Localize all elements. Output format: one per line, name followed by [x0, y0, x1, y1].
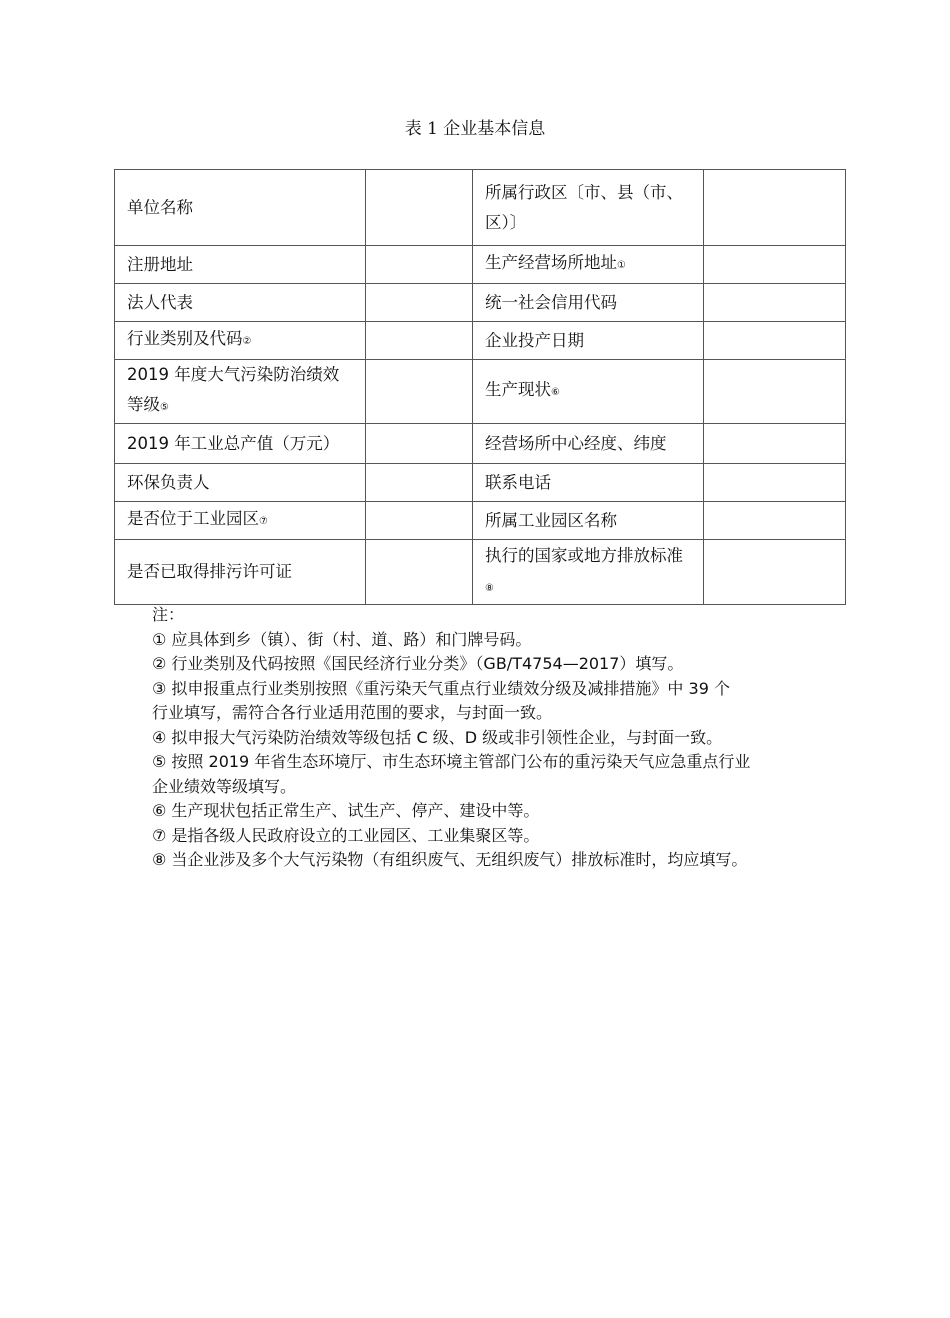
table-row — [115, 464, 846, 502]
footnote-marker: ② — [242, 336, 252, 347]
note-line: ② 行业类别及代码按照《国民经济行业分类》（GB/T4754—2017）填写。 — [152, 654, 684, 673]
note-line: ① 应具体到乡（镇）、街（村、道、路）和门牌号码。 — [152, 629, 532, 649]
note-line: ④ 拟申报大气污染防治绩效等级包括 C 级、D 级或非引领性企业，与封面一致。 — [152, 727, 723, 747]
note-line: ⑥ 生产现状包括正常生产、试生产、停产、建设中等。 — [152, 801, 540, 820]
table-row — [115, 424, 846, 464]
note-line: ⑦ 是指各级人民政府设立的工业园区、工业集聚区等。 — [152, 825, 540, 845]
field-value-cell[interactable] — [366, 424, 473, 464]
field-value-cell[interactable] — [704, 322, 846, 360]
footnote-marker: ⑥ — [551, 387, 560, 398]
field-value-cell[interactable] — [704, 424, 846, 464]
field-label: 所属工业园区名称 — [473, 502, 704, 540]
field-value-cell[interactable] — [366, 502, 473, 540]
field-label: 执行的国家或地方排放标准⑧ — [473, 540, 704, 605]
footnote-marker: ⑧ — [485, 582, 494, 594]
table-row — [115, 246, 846, 284]
enterprise-info-table — [114, 169, 846, 605]
field-label: 联系电话 — [473, 464, 704, 502]
field-label: 生产经营场所地址① — [473, 246, 704, 284]
field-label: 法人代表 — [115, 284, 366, 322]
field-label: 生产现状⑥ — [473, 360, 704, 424]
notes-heading: 注： — [152, 605, 185, 624]
field-value-cell[interactable] — [704, 170, 846, 246]
field-label: 2019 年度大气污染防治绩效等级⑤ — [115, 360, 366, 424]
field-value-cell[interactable] — [704, 360, 846, 424]
field-label: 2019 年工业总产值（万元） — [115, 424, 366, 464]
table-title: 表 1 企业基本信息 — [404, 119, 546, 139]
table-row — [115, 284, 846, 322]
footnote-marker: ⑤ — [160, 402, 169, 413]
field-value-cell[interactable] — [366, 246, 473, 284]
note-line: 行业填写，需符合各行业适用范围的要求，与封面一致。 — [152, 703, 553, 722]
field-value-cell[interactable] — [704, 464, 846, 502]
field-value-cell[interactable] — [704, 502, 846, 540]
field-value-cell[interactable] — [704, 284, 846, 322]
field-value-cell[interactable] — [366, 170, 473, 246]
footnote-marker: ⑦ — [259, 516, 268, 527]
table-row — [115, 360, 846, 424]
table-row — [115, 170, 846, 246]
field-label: 企业投产日期 — [473, 322, 704, 360]
field-label: 所属行政区〔市、县（市、区）〕 — [473, 170, 704, 246]
note-line: 企业绩效等级填写。 — [152, 776, 297, 796]
field-value-cell[interactable] — [366, 322, 473, 360]
note-line: ③ 拟申报重点行业类别按照《重污染天气重点行业绩效分级及减排措施》中 39 个 — [152, 678, 730, 698]
field-label: 是否位于工业园区⑦ — [115, 502, 366, 540]
field-label: 是否已取得排污许可证 — [115, 540, 366, 605]
note-line: ⑧ 当企业涉及多个大气污染物（有组织废气、无组织废气）排放标准时，均应填写。 — [152, 850, 748, 869]
field-value-cell[interactable] — [366, 540, 473, 605]
field-value-cell[interactable] — [704, 540, 846, 605]
field-label: 经营场所中心经度、纬度 — [473, 424, 704, 464]
footnotes — [152, 603, 872, 873]
table-row — [115, 322, 846, 360]
field-label: 注册地址 — [115, 246, 366, 284]
footnote-marker: ① — [617, 260, 626, 271]
field-value-cell[interactable] — [704, 246, 846, 284]
table-row — [115, 540, 846, 605]
field-value-cell[interactable] — [366, 284, 473, 322]
field-label: 单位名称 — [115, 170, 366, 246]
field-value-cell[interactable] — [366, 464, 473, 502]
table-row — [115, 502, 846, 540]
field-label: 行业类别及代码② — [115, 322, 366, 360]
field-value-cell[interactable] — [366, 360, 473, 424]
note-line: ⑤ 按照 2019 年省生态环境厅、市生态环境主管部门公布的重污染天气应急重点行业 — [152, 752, 751, 771]
field-label: 统一社会信用代码 — [473, 284, 704, 322]
field-label: 环保负责人 — [115, 464, 366, 502]
